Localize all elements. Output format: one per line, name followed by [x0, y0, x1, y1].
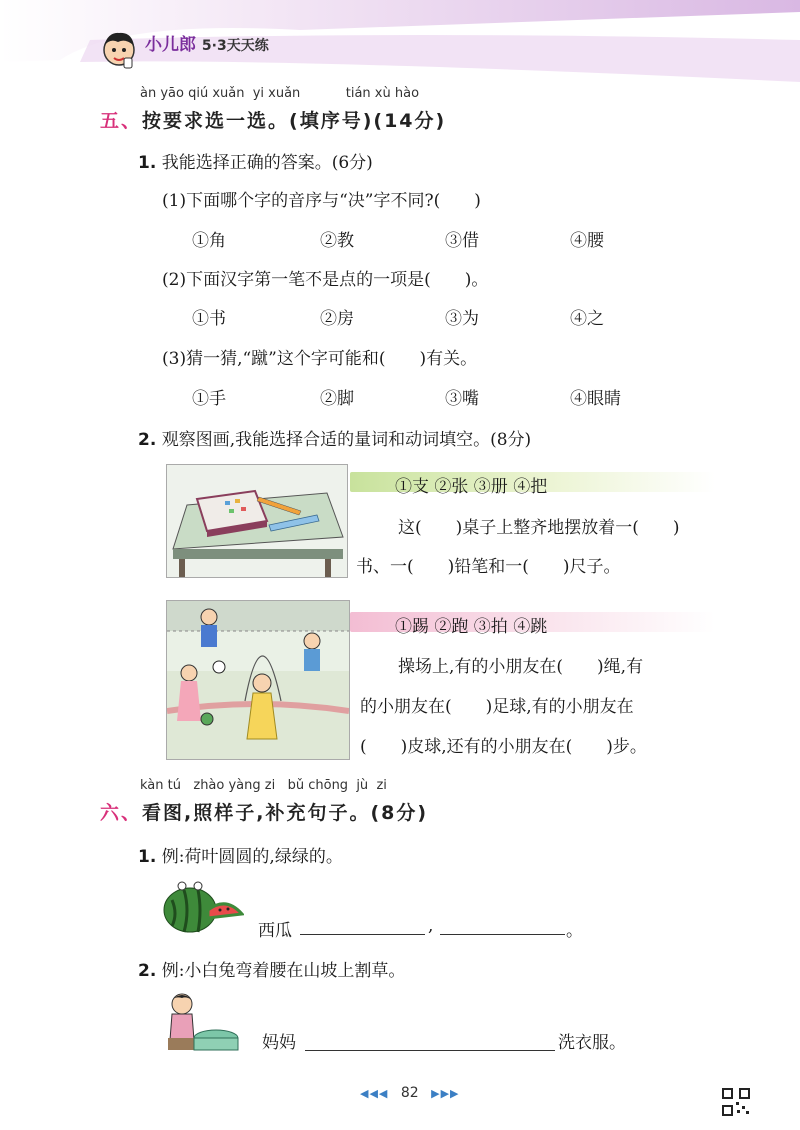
q1-2-option-1[interactable]: ①书 — [192, 309, 226, 329]
fill-b-line3: ( )皮球,还有的小朋友在( )步。 — [360, 737, 647, 757]
section6-pinyin: kàn tú zhào yàng zi bǔ chōng jù zi — [140, 778, 387, 793]
q1-1-option-2[interactable]: ②教 — [320, 231, 354, 251]
s6-q1-blank-1[interactable] — [300, 934, 425, 935]
q1-3-option-1[interactable]: ①手 — [192, 389, 226, 409]
q1-3-stem: (3)猜一猜,“蹴”这个字可能和( )有关。 — [162, 349, 478, 369]
q1-heading — [138, 148, 373, 173]
choices-a: ①支 ②张 ③册 ④把 — [395, 477, 548, 497]
q2-heading — [138, 425, 531, 450]
s6-q1-text: 例:荷叶圆圆的,绿绿的。 — [161, 847, 343, 867]
section5-heading — [100, 106, 446, 133]
mother-washing-icon — [160, 990, 240, 1054]
section6-title: 看图,照样子,补充句子。(8分) — [142, 802, 429, 824]
q1-number: 1. — [138, 153, 157, 173]
brand-main: 小儿郎 — [145, 35, 196, 55]
next-arrows-icon: ▶▶▶ — [431, 1087, 460, 1100]
page-number: 82 — [400, 1085, 419, 1101]
q1-3-option-2[interactable]: ②脚 — [320, 389, 354, 409]
s6-q1-number: 1. — [138, 847, 157, 867]
qr-code-icon — [722, 1088, 750, 1116]
playground-picture — [166, 600, 350, 760]
boy-mascot-icon — [98, 28, 140, 72]
q2-number: 2. — [138, 430, 157, 450]
fill-b-line1: 操场上,有的小朋友在( )绳,有 — [398, 657, 644, 677]
s6-q1-heading — [138, 842, 343, 867]
q1-2-option-3[interactable]: ③为 — [445, 309, 479, 329]
s6-q2-number: 2. — [138, 961, 157, 981]
s6-q1-comma: , — [428, 916, 434, 936]
brand-title — [145, 30, 269, 55]
q1-2-stem: (2)下面汉字第一笔不是点的一项是( )。 — [162, 270, 489, 290]
s6-q1-blank-2[interactable] — [440, 934, 565, 935]
q1-text: 我能选择正确的答案。(6分) — [161, 153, 373, 173]
fill-b-line2: 的小朋友在( )足球,有的小朋友在 — [360, 697, 634, 717]
prev-arrows-icon: ◀◀◀ — [360, 1087, 389, 1100]
fill-a-line2: 书、一( )铅笔和一( )尺子。 — [356, 557, 621, 577]
q1-2-option-2[interactable]: ②房 — [320, 309, 354, 329]
watermelon-icon — [160, 874, 244, 936]
s6-q2-blank[interactable] — [305, 1050, 555, 1051]
section5-number: 五、 — [100, 110, 143, 132]
fill-a-line1: 这( )桌子上整齐地摆放着一( ) — [398, 518, 680, 538]
q1-3-option-4[interactable]: ④眼睛 — [570, 389, 621, 409]
section6-number: 六、 — [100, 802, 143, 824]
s6-q1-prefix: 西瓜 — [258, 921, 292, 941]
brand-sub: 5·3天天练 — [201, 38, 269, 54]
desk-picture — [166, 464, 348, 578]
q1-1-stem: (1)下面哪个字的音序与“决”字不同?( ) — [162, 191, 481, 211]
q2-text: 观察图画,我能选择合适的量词和动词填空。(8分) — [161, 430, 532, 450]
q1-1-option-4[interactable]: ④腰 — [570, 231, 604, 251]
s6-q2-heading — [138, 956, 405, 981]
section5-pinyin: àn yāo qiú xuǎn yi xuǎn tián xù hào — [140, 86, 420, 101]
section6-heading — [100, 798, 428, 825]
page-footer — [360, 1085, 460, 1101]
s6-q2-text: 例:小白兔弯着腰在山坡上割草。 — [161, 961, 406, 981]
q1-3-option-3[interactable]: ③嘴 — [445, 389, 479, 409]
s6-q2-prefix: 妈妈 — [262, 1033, 296, 1053]
q1-1-option-1[interactable]: ①角 — [192, 231, 226, 251]
choices-b: ①踢 ②跑 ③拍 ④跳 — [395, 617, 548, 637]
s6-q1-end: 。 — [566, 921, 583, 941]
q1-2-option-4[interactable]: ④之 — [570, 309, 604, 329]
section5-title: 按要求选一选。(填序号)(14分) — [142, 110, 447, 132]
q1-1-option-3[interactable]: ③借 — [445, 231, 479, 251]
s6-q2-end: 洗衣服。 — [558, 1033, 626, 1053]
